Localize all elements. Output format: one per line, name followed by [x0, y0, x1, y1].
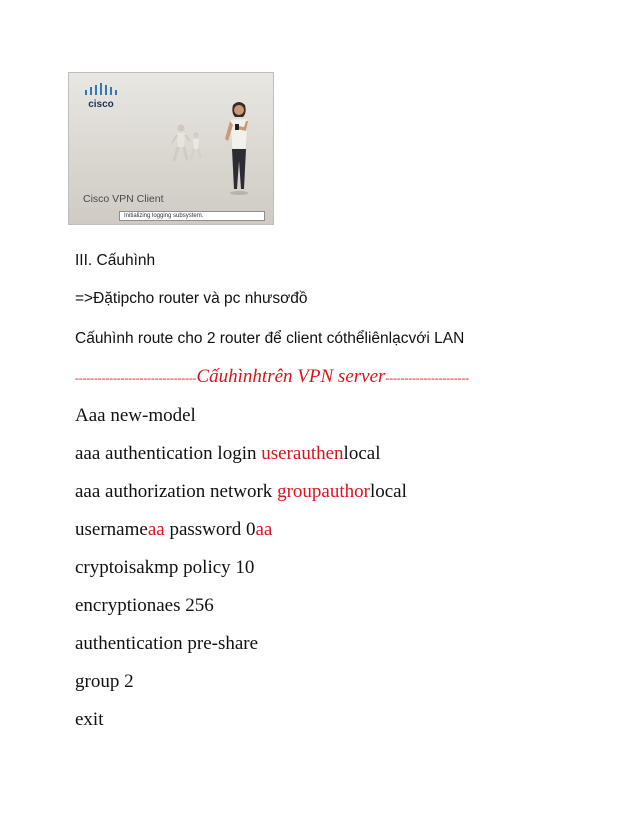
product-name: Cisco VPN Client [83, 193, 164, 205]
divider-left-dashes: -------------------------------- [75, 371, 197, 385]
highlight-text: aa [147, 519, 165, 540]
command-line-9: exit [75, 709, 104, 730]
divider-title: Cấuhìnhtrên VPN server [196, 366, 386, 387]
vpn-server-divider [75, 366, 469, 388]
highlight-text: aa [255, 519, 273, 540]
section-heading: III. Cấuhình [75, 252, 156, 269]
command-text: local [369, 481, 407, 502]
cisco-wordmark: cisco [88, 99, 114, 110]
command-line-1: Aaa new-model [75, 405, 196, 426]
command-line-8: group 2 [75, 671, 134, 692]
command-text: password 0 [164, 519, 256, 540]
command-line-7: authentication pre-share [75, 633, 259, 654]
command-text: aaa authentication login [75, 443, 262, 464]
command-line-6: encryptionaes 256 [75, 595, 214, 616]
loading-status-bar: Initializing logging subsystem. [119, 211, 265, 221]
command-line-4 [75, 519, 272, 541]
cisco-logo [83, 83, 125, 111]
command-text: local [343, 443, 381, 464]
command-line-2 [75, 443, 380, 465]
command-text: username [75, 519, 148, 540]
highlight-text: groupauthor [277, 481, 370, 502]
config-description: Cấuhình route cho 2 router để client cóthểliênlạcvới LAN [75, 330, 465, 347]
figure-runner-2 [187, 131, 205, 161]
command-line-3 [75, 481, 407, 503]
command-text: aaa authorization network [75, 481, 278, 502]
figure-woman-with-phone [219, 101, 259, 199]
cisco-vpn-splash-image [68, 72, 274, 225]
highlight-text: userauthen [261, 443, 344, 464]
intro-line: =>Đặtipcho router và pc nhưsơđồ [75, 290, 308, 307]
divider-right-dashes: ---------------------- [385, 371, 469, 385]
command-line-5: cryptoisakmp policy 10 [75, 557, 255, 578]
